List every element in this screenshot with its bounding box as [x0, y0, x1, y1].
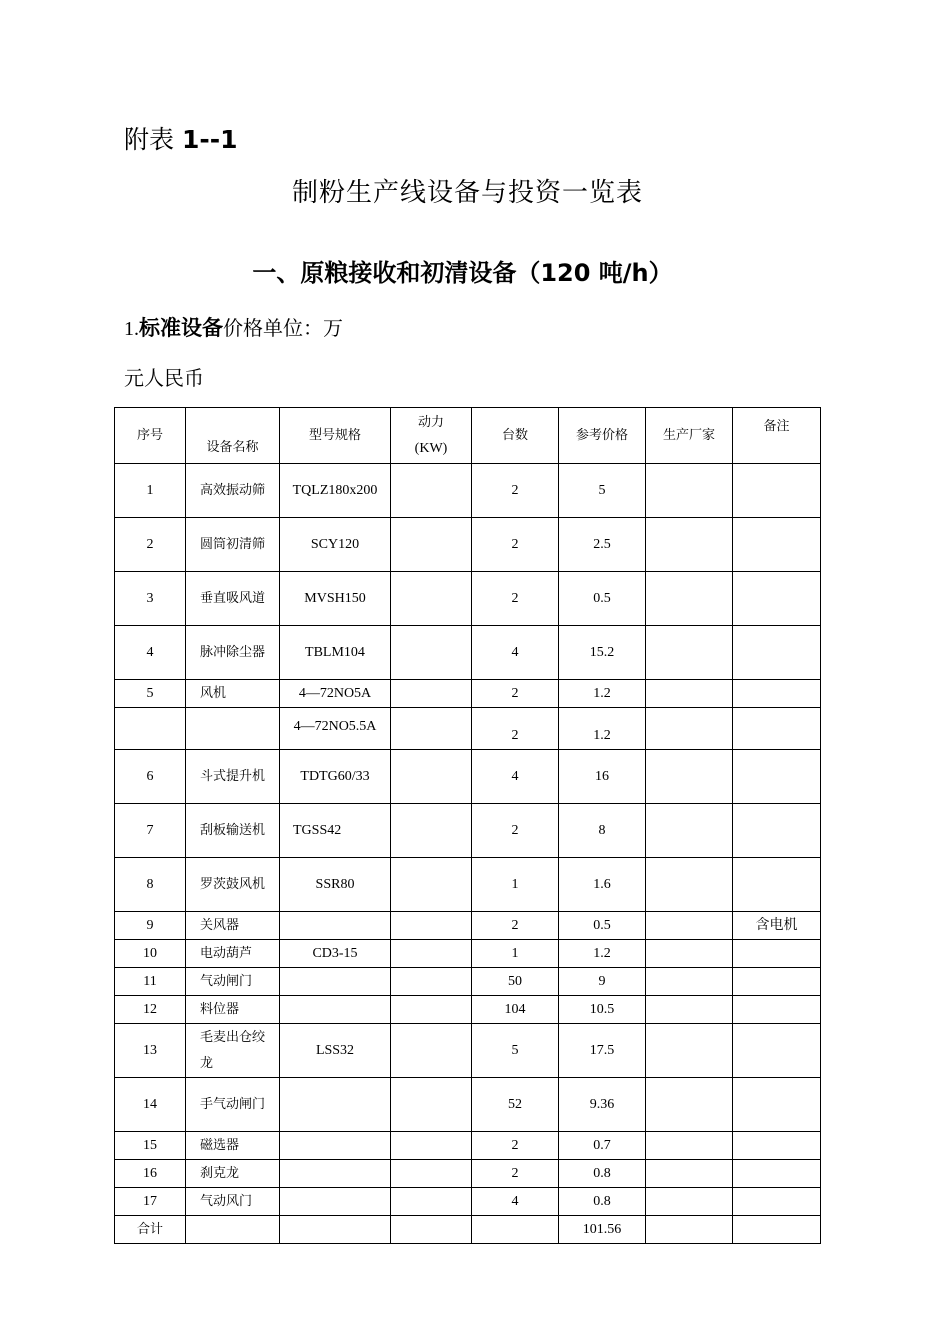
cell-power — [391, 572, 472, 626]
total-empty-cell — [391, 1216, 472, 1244]
cell-seq — [115, 708, 186, 750]
cell-price: 0.5 — [559, 572, 646, 626]
cell-power — [391, 858, 472, 912]
cell-qty: 5 — [472, 1024, 559, 1078]
cell-seq: 11 — [115, 968, 186, 996]
header-price: 参考价格 — [559, 408, 646, 464]
cell-maker — [646, 858, 733, 912]
cell-model: SCY120 — [280, 518, 391, 572]
table-row — [115, 1132, 821, 1160]
cell-price: 1.6 — [559, 858, 646, 912]
cell-name: 毛麦出仓绞龙 — [186, 1024, 280, 1078]
cell-power — [391, 708, 472, 750]
cell-name: 料位器 — [186, 996, 280, 1024]
total-empty-cell — [733, 1216, 821, 1244]
cell-note — [733, 1078, 821, 1132]
table-row — [115, 912, 821, 940]
cell-maker — [646, 626, 733, 680]
subheading — [124, 312, 343, 342]
cell-note — [733, 708, 821, 750]
table-row — [115, 518, 821, 572]
cell-name: 高效振动筛 — [186, 464, 280, 518]
cell-price: 9 — [559, 968, 646, 996]
cell-seq: 7 — [115, 804, 186, 858]
subheading-bold: 标准设备 — [139, 316, 223, 340]
cell-model — [280, 912, 391, 940]
cell-power — [391, 804, 472, 858]
cell-maker — [646, 1024, 733, 1078]
cell-qty: 2 — [472, 708, 559, 750]
cell-maker — [646, 572, 733, 626]
cell-model: LSS32 — [280, 1024, 391, 1078]
cell-power — [391, 912, 472, 940]
cell-maker — [646, 1188, 733, 1216]
cell-note — [733, 572, 821, 626]
header-name: 设备名称 — [186, 408, 280, 464]
table-row — [115, 1024, 821, 1078]
cell-note — [733, 680, 821, 708]
cell-maker — [646, 1132, 733, 1160]
total-empty-cell — [472, 1216, 559, 1244]
header-qty: 台数 — [472, 408, 559, 464]
cell-power — [391, 464, 472, 518]
cell-price: 5 — [559, 464, 646, 518]
cell-qty: 1 — [472, 940, 559, 968]
table-row — [115, 996, 821, 1024]
cell-price: 1.2 — [559, 680, 646, 708]
cell-model — [280, 1132, 391, 1160]
header-power-line1: 动力 — [417, 414, 444, 430]
cell-price: 2.5 — [559, 518, 646, 572]
table-row — [115, 940, 821, 968]
cell-name: 磁选器 — [186, 1132, 280, 1160]
header-maker: 生产厂家 — [646, 408, 733, 464]
cell-power — [391, 626, 472, 680]
cell-note — [733, 968, 821, 996]
cell-note — [733, 750, 821, 804]
cell-power — [391, 680, 472, 708]
header-power-line2: (KW) — [414, 440, 448, 456]
total-empty-cell — [646, 1216, 733, 1244]
cell-qty: 52 — [472, 1078, 559, 1132]
equipment-table — [114, 407, 821, 1244]
table-row — [115, 858, 821, 912]
cell-note — [733, 996, 821, 1024]
cell-name: 刹克龙 — [186, 1160, 280, 1188]
cell-name: 垂直吸风道 — [186, 572, 280, 626]
cell-qty: 2 — [472, 912, 559, 940]
cell-name: 脉冲除尘器 — [186, 626, 280, 680]
cell-seq: 15 — [115, 1132, 186, 1160]
cell-name: 气动闸门 — [186, 968, 280, 996]
table-row — [115, 464, 821, 518]
cell-qty: 4 — [472, 750, 559, 804]
table-row — [115, 1160, 821, 1188]
cell-price: 15.2 — [559, 626, 646, 680]
cell-maker — [646, 1078, 733, 1132]
cell-model — [280, 996, 391, 1024]
cell-note — [733, 1160, 821, 1188]
cell-name: 圆筒初清筛 — [186, 518, 280, 572]
cell-maker — [646, 968, 733, 996]
cell-model: MVSH150 — [280, 572, 391, 626]
cell-qty: 4 — [472, 1188, 559, 1216]
cell-power — [391, 518, 472, 572]
cell-qty: 2 — [472, 518, 559, 572]
cell-model — [280, 1188, 391, 1216]
cell-power — [391, 1188, 472, 1216]
table-row — [115, 750, 821, 804]
cell-qty: 104 — [472, 996, 559, 1024]
cell-name: 电动葫芦 — [186, 940, 280, 968]
appendix-label — [124, 120, 238, 156]
cell-model — [280, 968, 391, 996]
cell-price: 10.5 — [559, 996, 646, 1024]
cell-seq: 3 — [115, 572, 186, 626]
cell-seq: 4 — [115, 626, 186, 680]
cell-power — [391, 1132, 472, 1160]
cell-qty: 2 — [472, 1132, 559, 1160]
cell-price: 0.8 — [559, 1188, 646, 1216]
cell-qty: 1 — [472, 858, 559, 912]
table-row — [115, 1078, 821, 1132]
cell-name — [186, 708, 280, 750]
cell-model: TBLM104 — [280, 626, 391, 680]
cell-note — [733, 518, 821, 572]
cell-qty: 50 — [472, 968, 559, 996]
cell-seq: 5 — [115, 680, 186, 708]
cell-model: SSR80 — [280, 858, 391, 912]
cell-qty: 2 — [472, 1160, 559, 1188]
cell-note — [733, 626, 821, 680]
cell-price: 17.5 — [559, 1024, 646, 1078]
cell-seq: 6 — [115, 750, 186, 804]
appendix-prefix: 附表 — [124, 125, 175, 154]
cell-power — [391, 1024, 472, 1078]
cell-name: 气动风门 — [186, 1188, 280, 1216]
subheading-line2: 元人民币 — [124, 366, 204, 390]
total-label: 合计 — [115, 1216, 186, 1244]
cell-maker — [646, 996, 733, 1024]
header-power — [391, 408, 472, 464]
cell-qty: 2 — [472, 680, 559, 708]
appendix-number: 1--1 — [181, 125, 238, 154]
cell-seq: 1 — [115, 464, 186, 518]
cell-note: 含电机 — [733, 912, 821, 940]
cell-price: 1.2 — [559, 708, 646, 750]
cell-seq: 8 — [115, 858, 186, 912]
cell-price: 0.7 — [559, 1132, 646, 1160]
cell-model: 4—72NO5A — [280, 680, 391, 708]
cell-note — [733, 1132, 821, 1160]
total-price: 101.56 — [559, 1216, 646, 1244]
cell-power — [391, 968, 472, 996]
cell-power — [391, 1078, 472, 1132]
cell-price: 0.5 — [559, 912, 646, 940]
cell-maker — [646, 708, 733, 750]
cell-name: 手气动闸门 — [186, 1078, 280, 1132]
cell-maker — [646, 912, 733, 940]
cell-note — [733, 940, 821, 968]
page-title: 制粉生产线设备与投资一览表 — [291, 178, 643, 208]
cell-name: 刮板输送机 — [186, 804, 280, 858]
cell-maker — [646, 750, 733, 804]
cell-price: 8 — [559, 804, 646, 858]
table-total-row — [115, 1216, 821, 1244]
table-row — [115, 680, 821, 708]
cell-power — [391, 940, 472, 968]
cell-model — [280, 1078, 391, 1132]
cell-model: TDTG60/33 — [280, 750, 391, 804]
cell-qty: 2 — [472, 804, 559, 858]
cell-price: 9.36 — [559, 1078, 646, 1132]
total-empty-cell — [186, 1216, 280, 1244]
cell-name: 关风器 — [186, 912, 280, 940]
cell-model: CD3-15 — [280, 940, 391, 968]
table-row — [115, 708, 821, 750]
cell-note — [733, 1024, 821, 1078]
table-header-row — [115, 408, 821, 464]
cell-note — [733, 858, 821, 912]
cell-model: 4—72NO5.5A — [280, 708, 391, 750]
section-title: 一、原粮接收和初清设备（120 吨/h） — [252, 259, 673, 287]
total-empty-cell — [280, 1216, 391, 1244]
cell-maker — [646, 680, 733, 708]
table-row — [115, 1188, 821, 1216]
cell-model: TQLZ180x200 — [280, 464, 391, 518]
cell-seq: 17 — [115, 1188, 186, 1216]
cell-seq: 12 — [115, 996, 186, 1024]
cell-qty: 2 — [472, 572, 559, 626]
cell-maker — [646, 804, 733, 858]
cell-maker — [646, 940, 733, 968]
cell-seq: 14 — [115, 1078, 186, 1132]
subheading-rest: 价格单位：万 — [223, 316, 343, 340]
cell-power — [391, 750, 472, 804]
table-row — [115, 968, 821, 996]
cell-seq: 10 — [115, 940, 186, 968]
cell-note — [733, 804, 821, 858]
cell-name: 风机 — [186, 680, 280, 708]
cell-name: 罗茨鼓风机 — [186, 858, 280, 912]
cell-note — [733, 1188, 821, 1216]
cell-note — [733, 464, 821, 518]
cell-model — [280, 1160, 391, 1188]
cell-qty: 2 — [472, 464, 559, 518]
header-note: 备注 — [733, 408, 821, 464]
cell-seq: 2 — [115, 518, 186, 572]
cell-seq: 16 — [115, 1160, 186, 1188]
table-row — [115, 572, 821, 626]
cell-power — [391, 996, 472, 1024]
table-row — [115, 804, 821, 858]
cell-maker — [646, 518, 733, 572]
cell-price: 1.2 — [559, 940, 646, 968]
cell-name: 斗式提升机 — [186, 750, 280, 804]
cell-qty: 4 — [472, 626, 559, 680]
cell-seq: 13 — [115, 1024, 186, 1078]
cell-model: TGSS42 — [280, 804, 391, 858]
header-model: 型号规格 — [280, 408, 391, 464]
cell-seq: 9 — [115, 912, 186, 940]
header-seq: 序号 — [115, 408, 186, 464]
cell-price: 0.8 — [559, 1160, 646, 1188]
table-row — [115, 626, 821, 680]
cell-maker — [646, 1160, 733, 1188]
subheading-number: 1. — [124, 318, 139, 340]
cell-price: 16 — [559, 750, 646, 804]
cell-maker — [646, 464, 733, 518]
cell-power — [391, 1160, 472, 1188]
